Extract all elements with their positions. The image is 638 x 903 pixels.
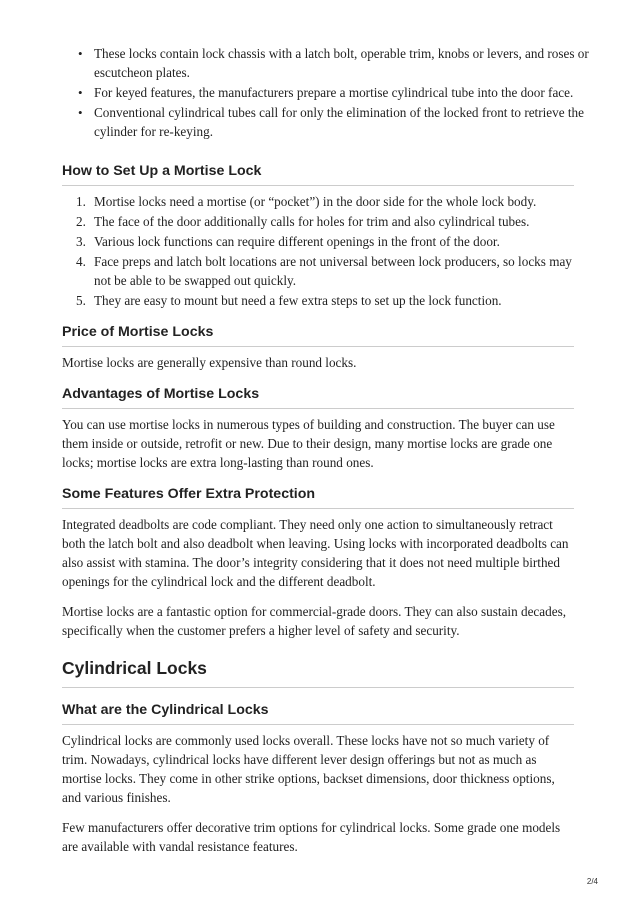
section-heading-price: Price of Mortise Locks [62, 324, 574, 347]
section-heading-setup: How to Set Up a Mortise Lock [62, 163, 574, 186]
step-text: Various lock functions can require different openings in the front of the door. [94, 234, 500, 249]
step-text: Mortise locks need a mortise (or “pocket”) in the door side for the whole lock body. [94, 194, 537, 209]
paragraph: Few manufacturers offer decorative trim options for cylindrical locks. Some grade one models are available with vandal resistance features. [62, 820, 561, 854]
setup-section [62, 163, 574, 310]
paragraph: Cylindrical locks are commonly used locks overall. These locks have not so much variety of trim. Nowadays, cylindrical locks have different lever design offerings but not as much as mortise locks. They come in other strike options, backset dimensions, door thickness options, and various finishes. [62, 733, 555, 805]
section-heading-features: Some Features Offer Extra Protection [62, 486, 574, 509]
section-heading-cylindrical: Cylindrical Locks [62, 658, 574, 688]
step-text: They are easy to mount but need a few extra steps to set up the lock function. [94, 293, 502, 308]
lock-features-bullet-list [62, 44, 594, 142]
paragraph: Mortise locks are generally expensive than round locks. [62, 355, 357, 370]
list-item: • These locks contain lock chassis with a latch bolt, operable trim, knobs or levers, and roses or escutcheon plates. [94, 44, 594, 82]
section-heading-what: What are the Cylindrical Locks [62, 702, 574, 725]
features-section [62, 486, 574, 640]
section-heading-advantages: Advantages of Mortise Locks [62, 386, 574, 409]
paragraph: Mortise locks are a fantastic option for commercial-grade doors. They can also sustain decades, specifically when the customer prefers a higher level of safety and security. [62, 604, 567, 638]
list-item [76, 212, 574, 231]
step-number: 5. [76, 293, 86, 308]
list-item [76, 192, 574, 211]
paragraph: Integrated deadbolts are code compliant. They need only one action to simultaneously retract both the latch bolt and also deadbolt when leaving. Using locks with incorporated deadbolts can also assist with stamina. The door’s integrity considering that it does not need multiple birthed openings for the cylindrical lock and the different deadbolt. [62, 517, 569, 589]
step-number: 4. [76, 254, 86, 269]
paragraph: You can use mortise locks in numerous types of building and construction. The buyer can use them inside or outside, retrofit or new. Due to their design, many mortise locks are grade one locks; mortise locks are extra long-lasting than round ones. [62, 417, 555, 470]
list-item [76, 291, 574, 310]
step-number: 2. [76, 214, 86, 229]
list-item [76, 232, 574, 251]
price-section [62, 324, 574, 372]
step-number: 3. [76, 234, 86, 249]
list-item [76, 252, 574, 290]
step-text: Face preps and latch bolt locations are not universal between lock producers, so locks may not be able to be swapped out quickly. [94, 254, 572, 288]
cylindrical-section [62, 658, 574, 688]
what-section [62, 702, 574, 856]
page-number: 2/4 [586, 877, 598, 886]
list-item: • Conventional cylindrical tubes call for only the elimination of the locked front to retrieve the cylinder for re-keying. [94, 103, 594, 141]
setup-steps-list [62, 192, 574, 310]
list-item: • For keyed features, the manufacturers prepare a mortise cylindrical tube into the door face. [94, 83, 594, 102]
main-content [62, 163, 574, 856]
step-number: 1. [76, 194, 86, 209]
step-text: The face of the door additionally calls for holes for trim and also cylindrical tubes. [94, 214, 530, 229]
advantages-section [62, 386, 574, 472]
